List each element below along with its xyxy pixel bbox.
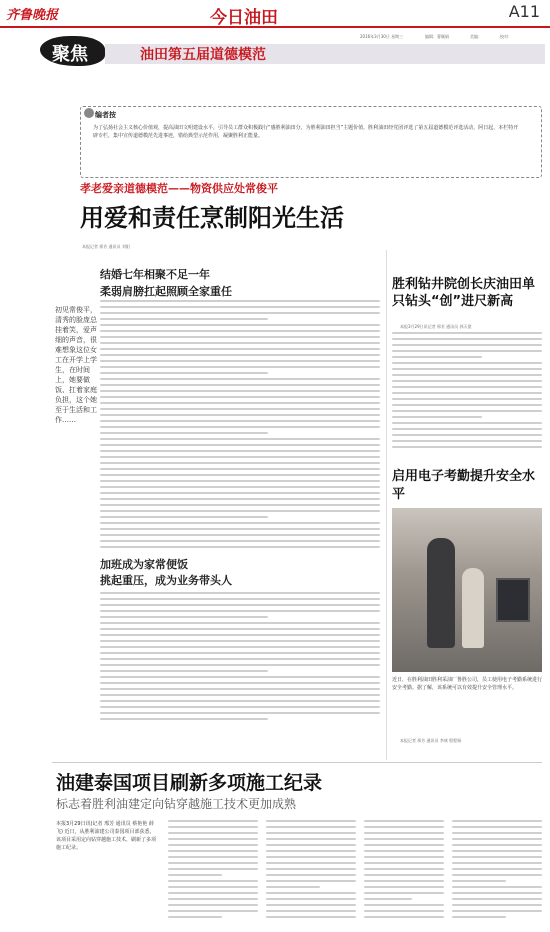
page-number: A11 [508,2,540,21]
safety-photo [392,508,542,672]
article3-byline: 本报记者 邢芳 通讯员 李康 殷程瑞 [400,738,462,743]
article1-lede: 初见常俊平，清秀的脸庞总挂着笑，爱声细的声音，很难想象这位女工在开学上学生，在时间上，她要做饭、扛着家庭负担，这个她至于生活和工作…… [55,306,97,424]
article1-column-rule [386,250,387,760]
article1-sub4: 挑起重压，成为业务带头人 [100,574,232,587]
photo-figure-1 [427,538,455,648]
article4-col4 [364,820,444,922]
bottom-divider [52,762,542,763]
article4-lede: 本报3月29日讯(记者 邢芳 通讯员 蔡艳艳 薛飞) 近日，从胜利油建公司泰国项目部获悉，该项目采用定向钻穿越施工技术，刷新了多项施工纪录。 [56,821,157,851]
design-credit: 美编： [470,34,482,39]
proof-credit: 校对： [500,34,512,39]
article1-byline: 本报记者 邢芳 通讯员 刘阳 [82,244,130,249]
editor-note-box [80,106,542,178]
article4-headline: 油建泰国项目刷新多项施工纪录 [56,772,323,794]
article4-subhead: 标志着胜利油建定向钻穿越施工技术更加成熟 [56,797,297,811]
photo-figure-2 [462,568,484,648]
article2-byline: 本报3月29日讯记者 邢芳 通讯员 郭天望 [400,324,472,329]
article1-sub2: 柔弱肩膀扛起照顾全家重任 [100,285,232,298]
article1-kicker: 孝老爱亲道德模范——物资供应处常俊平 [80,182,278,195]
banner-left-label: 聚焦 [52,44,88,65]
article1-body-part1 [100,300,380,552]
page-header [0,0,550,28]
article1-headline: 用爱和责任烹制阳光生活 [80,204,344,232]
photo-terminal [496,578,530,622]
article2-headline: 胜利钻井院创长庆油田单只钻头“创”进尺新高 [392,277,536,309]
editor-credit: 编辑：曹颖娟 [425,34,449,39]
article3-headline: 启用电子考勤提升安全水平 [392,469,536,502]
date-line: 2016年3月30日 星期三 [360,34,404,39]
editor-note-icon [84,108,94,118]
article4-col5 [452,820,542,922]
section-title: 今日油田 [210,8,278,28]
feature-banner [0,28,550,72]
editor-note-text: 为了弘扬社会主义核心价值观，提高油田文明建设水平，引导员工群众积极践行“感胜利油田分、为胜利油田担当”主题价值，胜利油田经党团评选了第五届道德模范评选活动，阿日起，本栏特开辟专栏，集中宣传道德模范先进事迹，错给典型示范作用，凝聚胜利正能量。 [93,125,519,139]
article1-sub3: 加班成为家常便饭 [100,558,188,571]
article4-col2 [168,820,258,922]
article1-body-part2 [100,592,380,724]
banner-title: 油田第五届道德模范 [140,47,266,63]
editor-note-label: 编者按 [95,111,116,119]
article1-sub1: 结婚七年相聚不足一年 [100,268,210,281]
article3-caption: 近日，在胜利油田胜利采油厂鲁胜公司，员工使用电子考勤系统进行安全考勤。据了解，该系统可以有效提升安全管理水平。 [392,677,543,691]
newspaper-logo: 齐鲁晚报 [6,8,59,23]
article2-body [392,332,542,452]
article4-col3 [266,820,356,922]
